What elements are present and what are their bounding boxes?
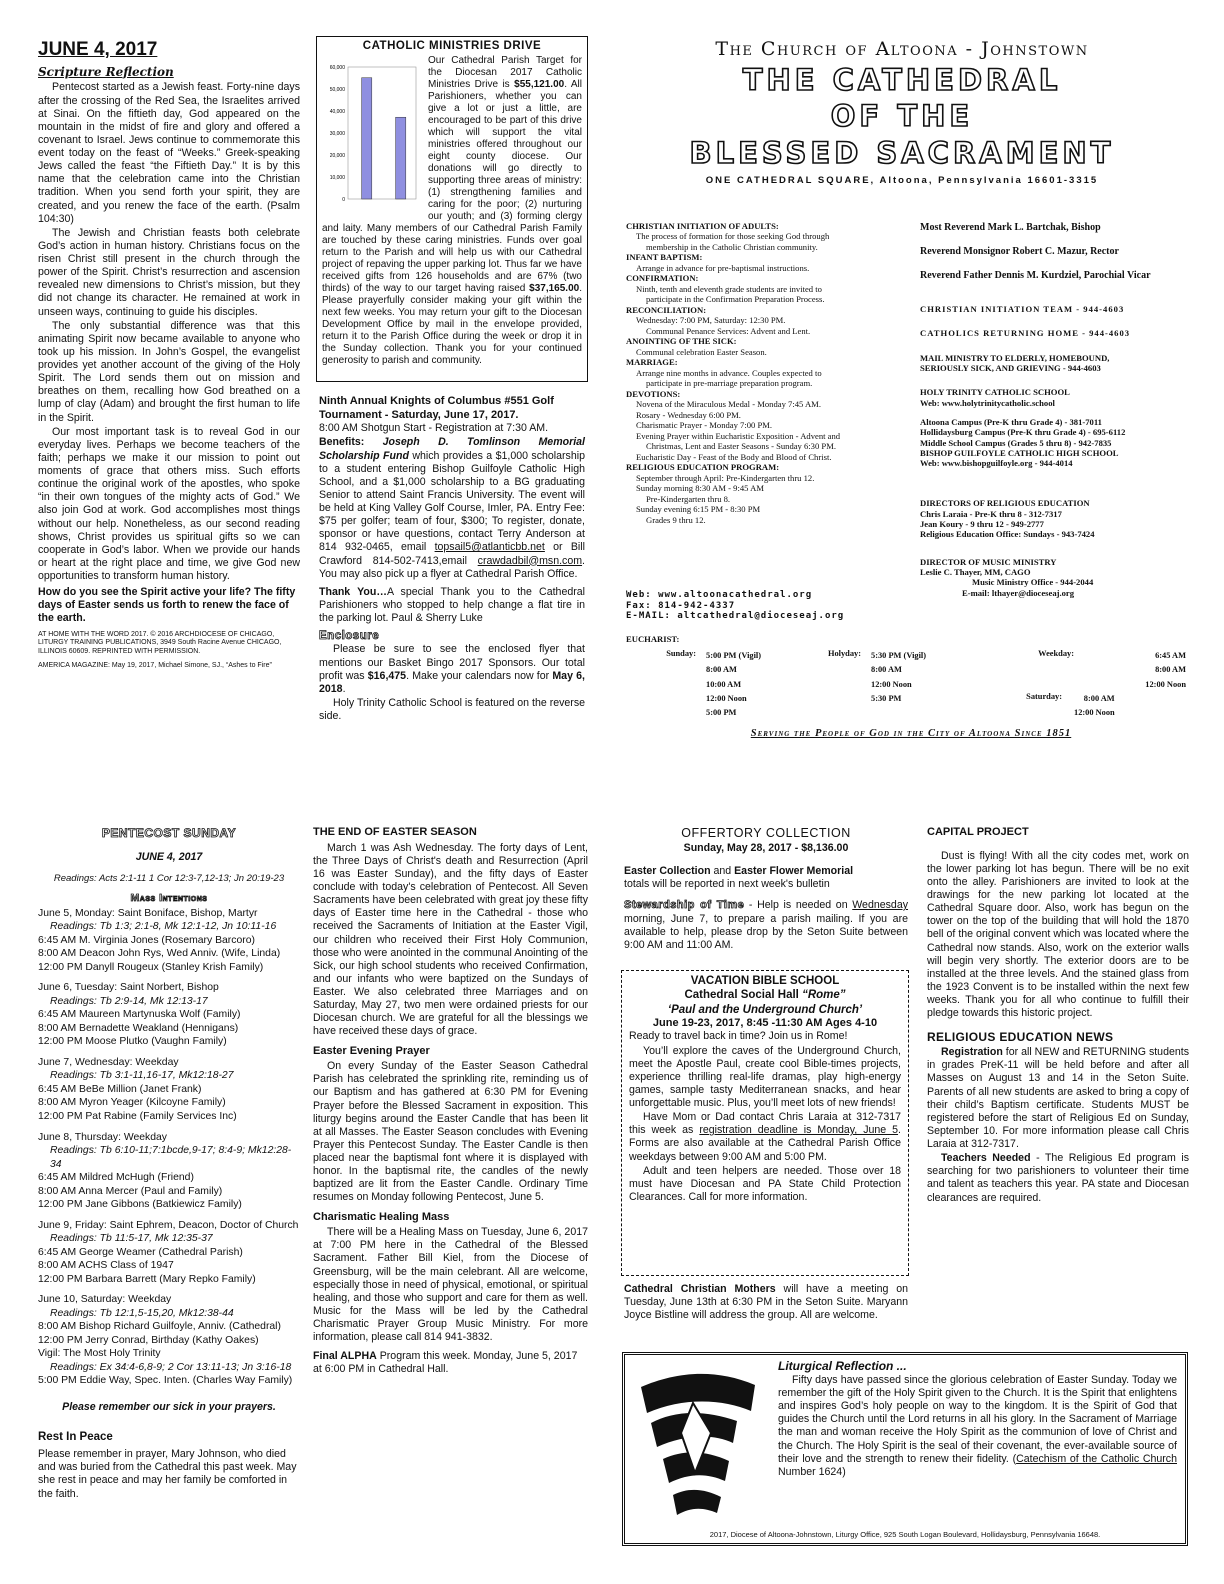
ministries-raised: $37,165.00 (529, 283, 580, 295)
mass-intention: 6:45 AM BeBe Million (Janet Frank) (38, 1083, 202, 1095)
capital-text: Dust is flying! With all the city codes met, work on the lower parking lot has begun. There will be no exit onto the alley. Parishioners are invited to look at the drawings for the new parking lot located at the Cathedral Square door. Also, work has begun on the tower on the top of the building that will hold the 1870 bell of the original convent which was located where the Cathedral now stands. Also, work on the exterior walls will begin very shortly. The exterior doors are to be installed at the three levels. And the stained glass from the 1923 Convent is to be installed within the next few weeks. Thank you for all who continue to fulfill their pledge towards this historic project. (927, 849, 1189, 1020)
sacrament-detail: membership in the Catholic Christian community. (646, 241, 818, 252)
liturgical-text: Fifty days have passed since the glorious celebration of Easter Sunday. Today we remember the gift of the Holy Spirit given to the Church. It is the Spirit that enlightens and inspires God’s holy people on way to the kingdom. It is the Spirit of God that guides the Church until the Lord returns in all his glory. In the Sacrament of Marriage the man and woman receive the Holy Spirit as the communion of love of Christ and the Church. The Holy Spirit is the seal of their covenant, the ever-available source of their love and the strength to renew their fidelity. (Catechism of the Catholic Church Number 1624) (778, 1373, 1177, 1478)
mass-day (38, 1293, 300, 1388)
mass-times-table (626, 648, 1186, 722)
mass-intention: 6:45 AM George Weamer (Cathedral Parish) (38, 1246, 243, 1258)
chart-bar (396, 117, 406, 199)
mothers-text: Cathedral Christian Mothers will have a meeting on Tuesday, June 13th at 6:30 PM in the Seton Suite. Maryann Joyce Bistline will address the group. All are welcome. (624, 1283, 908, 1322)
saturday-block (1004, 692, 1186, 721)
mass-day-readings: Readings: Tb 11:5-17, Mk 12:35-37 (50, 1233, 213, 1245)
sunday-time: 12:00 Noon (706, 693, 747, 703)
holyday-time: 5:30 PM (871, 693, 902, 703)
mothers-block (624, 1283, 908, 1323)
sacrament-heading: RELIGIOUS EDUCATION PROGRAM: (626, 462, 780, 473)
weekday-label: Weekday: (1038, 648, 1074, 658)
sacraments-list (626, 221, 916, 525)
ministries-title: CATHOLIC MINISTRIES DRIVE (362, 40, 542, 52)
initiation-team: CHRISTIAN INITIATION TEAM - 944-4603 (920, 304, 1125, 314)
evening-prayer-title: Easter Evening Prayer (313, 1044, 430, 1057)
reflection-credit-1: AT HOME WITH THE WORD 2017. © 2016 ARCHDIOCESE OF CHICAGO, LITURGY TRAINING PUBLICATIONS, 3949 South Racine Avenue CHICAGO, ILLINOIS 60609. REPRINTED WITH PERMISSION. (38, 630, 282, 656)
vbs-dates: June 19-23, 2017, 8:45 -11:30 AM Ages 4-10 (652, 1016, 878, 1029)
sacrament-detail: Christmas, Lent and Easter Seasons - Sunday 6:30 PM. (646, 441, 836, 452)
holy-trinity-school: HOLY TRINITY CATHOLIC SCHOOL (920, 387, 1070, 398)
teachers-text: Teachers Needed - The Religious Ed program is searching for two parishioners to volunteer their time and talent as teachers this year. PA state and Diocesan clearances are required. (927, 1152, 1189, 1204)
mass-day-title: June 9, Friday: Saint Ephrem, Deacon, Doctor of Church (38, 1219, 299, 1231)
knights-email-2[interactable]: crawdadbil@msn.com (477, 554, 583, 567)
sacrament-detail: Arrange in advance for pre-baptismal instructions. (636, 262, 810, 273)
mass-intention: 12:00 PM Jane Gibbons (Batkiewicz Family) (38, 1199, 242, 1211)
eucharist-label: EUCHARIST: (626, 634, 680, 644)
mass-intention: 8:00 AM Bishop Richard Guilfoyle, Anniv. (Cathedral) (38, 1321, 281, 1333)
easter-p1: March 1 was Ash Wednesday. The forty days of Lent, the Three Days of Christ's death and Resurrection (April 16 was Easter Sunday), and the fifty days of Easter conclude with today's celebration of Pentecost. All Seven Sacraments have been celebrated with great joy these fifty days of Easter time here in the Cathedral - those who received the Sacraments of Initiation at the Easter Vigil, our children who received their First Holy Communion, those who were anointed in the communal Anointing of the Sick, our high school students who received Confirmation, and our infants who were baptized on the Sundays of Easter. We also celebrated three Marriages and on Saturday, May 27, two men were ordained priests for our Diocesan church. We are grateful for all the blessings we have received these days of grace. (313, 841, 589, 1038)
holyday-time: 12:00 Noon (871, 679, 912, 689)
fax-number: Fax: 814-942-4337 (626, 600, 736, 611)
reflection-p1: Pentecost started as a Jewish feast. Forty-nine days after the crossing of the Red Sea, the Israelites arrived at Sinai. On the fiftieth day, God appeared on the mountain in the midst of fire and glory and offered a covenant to Israel. Jews continue to commemorate this event today on the feast of “Weeks.” Greek-speaking Jews called the feast “the Fiftieth Day.” It is by this name that the celebration came into the Christian tradition. When you send forth your spirit, they are created, and you renew the face of the earth. (Psalm 104:30) (38, 81, 300, 225)
mass-intention: 12:00 PM Danyll Rougeux (Stanley Krish Family) (38, 961, 264, 973)
alpha-text: Final ALPHA Program this week. Monday, June 5, 2017 at 6:00 PM in Cathedral Hall. (313, 1350, 578, 1376)
mass-day (38, 981, 300, 1049)
mass-intention: 12:00 PM Barbara Barrett (Mary Repko Family) (38, 1273, 256, 1285)
masthead-line-1: The Church of Altoona - Johnstown (715, 38, 1089, 60)
vbs-p3: Have Mom or Dad contact Chris Laraia at 312-7317 this week as registration deadline is Monday, June 5. Forms are also available at the Cathedral Parish Office weekdays between 9:00 AM and 5:00 PM. (629, 1111, 901, 1163)
y-tick-label: 30,000 (329, 131, 345, 138)
liturgical-title: Liturgical Reflection ... (778, 1359, 907, 1373)
ht-campus-1: Altoona Campus (Pre-K thru Grade 4) - 381-7011 (920, 416, 1102, 427)
saturday-time: 8:00 AM (1083, 693, 1115, 703)
masthead (612, 38, 1192, 187)
bishop-guilfoyle: BISHOP GUILFOYLE CATHOLIC HIGH SCHOOL (920, 447, 1119, 458)
reflection-p3: The only substantial difference was that this animating Spirit now became available to anyone who took up his mission. In John’s Gospel, the evangelist provides yet another account of the giving of the Holy Spirit. The Lord sends them out on mission and breathes on them, recalling how God breathed on a lump of clay (Adam) and brought the first human to life in the Spirit. (38, 319, 300, 424)
ministries-target: $55,121.00 (514, 79, 565, 91)
reflection-p4: Our most important task is to reveal God in our everyday lives. Perhaps we become teachers of the faith; perhaps we make it our mission to point out moments of grace that others miss. Such efforts continue the original work of the apostles, who spoke “in their own tongues of the mighty acts of God.” We also join God at work. God accomplishes most things without our help. Nonetheless, as our second reading shows, Christ provides us spiritual gifts so we can cooperate in God’s labor. When we provide our hands or heart at the right place and time, we give God new opportunities to transform human history. (38, 425, 300, 583)
vbs-subtitle: ‘Paul and the Underground Church’ (667, 1003, 863, 1016)
dre-1: Chris Laraia - Pre-K thru 8 - 312-7317 (920, 508, 1062, 519)
enclosure-text: Please be sure to see the enclosed flyer that mentions our Basket Bingo 2017 Sponsors. Our total profit was $16,475. Make your calendars now for May 6, 2018. (319, 643, 585, 695)
eucharist-schedule (626, 634, 1196, 740)
pentecost-title: PENTECOST SUNDAY (101, 826, 237, 840)
y-tick-label: 0 (342, 197, 345, 204)
sunday-time: 5:00 PM (Vigil) (706, 650, 762, 660)
weekday-time: 12:00 Noon (1145, 679, 1186, 689)
sacrament-detail: Novena of the Miraculous Medal - Monday 7:45 AM. (636, 399, 821, 410)
ht-campus-3: Middle School Campus (Grades 5 thru 8) - 942-7835 (920, 437, 1112, 448)
mail-ministry-2: SERIOUSLY SICK, AND GRIEVING - 944-4603 (920, 362, 1101, 373)
saturday-label: Saturday: (1026, 691, 1062, 701)
web-link[interactable]: Web: www.altoonacathedral.org (626, 590, 813, 600)
rest-in-peace-text: Please remember in prayer, Mary Johnson, who died and was buried from the Cathedral this past week. May she rest in peace and may her family be comforted in the faith. (38, 1448, 297, 1500)
mass-day-readings: Readings: Tb 3:1-11,16-17, Mk12:18-27 (50, 1070, 234, 1082)
sacrament-detail: Pre-Kindergarten thru 8. (646, 493, 731, 504)
vbs-p2: You’ll explore the caves of the Underground Church, meet the Apostle Paul, create cool Bible-times projects, experience thrilling real-life dramas, play high-energy games, sample tasty Mediterranean snacks, and hear unforgettable music. Plus, you’ll meet lots of new friends! (629, 1044, 901, 1109)
offertory-title: OFFERTORY COLLECTION (681, 826, 851, 840)
knights-email-1[interactable]: topsail5@atlanticbb.net (434, 541, 545, 554)
mass-day-readings: Readings: Tb 1:3; 2:1-8, Mk 12:1-12, Jn 10:11-16 (50, 921, 277, 933)
mass-day-title: June 5, Monday: Saint Boniface, Bishop, Martyr (38, 907, 258, 919)
masthead-line-4: BLESSED SACRAMENT (689, 135, 1115, 170)
sacrament-detail: Sunday morning 8:30 AM - 9:45 AM (636, 483, 764, 494)
scripture-column (38, 38, 300, 671)
sacrament-detail: Evening Prayer within Eucharistic Exposition - Advent and (636, 430, 841, 441)
healing-mass-title: Charismatic Healing Mass (313, 1210, 450, 1223)
holyday-time: 5:30 PM (Vigil) (871, 650, 927, 660)
sacrament-detail: Communal Penance Services: Advent and Lent. (646, 325, 811, 336)
mass-intention: 8:00 AM Myron Yeager (Kilcoyne Family) (38, 1097, 226, 1109)
mass-day-title: June 6, Tuesday: Saint Norbert, Bishop (38, 982, 219, 994)
sacrament-heading: INFANT BAPTISM: (626, 252, 703, 263)
easter-p2: On every Sunday of the Easter Season Cathedral Parish has celebrated the sprinkling rite, reminding us of our Baptism and has gathered at 6:30 PM for Evening Prayer before the Blessed Sacrament in exposition. This liturgy begins around the Easter Candle that has been lit at all Masses. The Easter Season concludes with Evening Prayer this Pentecost Sunday. The Easter Candle is then placed near the baptismal font where it is displayed with honor. In the baptismal rite, the candles of the newly baptized are lit from the Easter Candle. Ordinary Time resumes on Monday following Pentecost, June 5. (313, 1060, 588, 1204)
mass-intention: Vigil: The Most Holy Trinity (38, 1348, 161, 1360)
reflection-p2: The Jewish and Christian feasts both celebrate God’s action in human history. Christians focus on the risen Christ still present in the church through the power of the Spirit. Christ’s resurrection and ascension revealed new dimensions to Christ’s mission, but they did not change its character. He remained at work in unseen ways, continuing to guide his disciples. (38, 226, 300, 318)
mail-ministry-1: MAIL MINISTRY TO ELDERLY, HOMEBOUND, (920, 352, 1110, 363)
sacrament-detail: Grades 9 thru 12. (646, 514, 706, 525)
clergy-rector: Reverend Monsignor Robert C. Mazur, Rector (920, 246, 1119, 257)
vbs-title: VACATION BIBLE SCHOOL (690, 975, 840, 987)
email-link[interactable]: E-MAIL: altcathedral@dioceseaj.org (626, 611, 845, 622)
sacrament-detail: participate in pre-marriage preparation program. (646, 378, 813, 389)
ht-campus-2: Hollidaysburg Campus (Pre-K thru Grade 4) - 695-6112 (920, 427, 1126, 438)
dre-2: Jean Koury - 9 thru 12 - 949-2777 (920, 519, 1044, 530)
holy-trinity-web[interactable]: Web: www.holytrinitycatholic.school (920, 397, 1055, 408)
saturday-time: 12:00 Noon (1074, 708, 1115, 718)
sacrament-detail: Communal celebration Easter Season. (636, 346, 767, 357)
sacrament-heading: MARRIAGE: (626, 357, 678, 368)
knights-title: Ninth Annual Knights of Columbus #551 Golf Tournament - Saturday, June 17, 2017. (319, 395, 554, 421)
announcements-column (319, 395, 585, 724)
y-tick-label: 60,000 (329, 65, 345, 72)
ministries-text: Our Cathedral Parish Target for the Diocesan 2017 Catholic Ministries Drive is $55,121.00. All Parishioners, whether you can give a lot or just a little, are encouraged to be part of this drive which will support the vital ministries offered throughout our eight county diocese. Our donations will go directly to supporting three areas of ministry: (1) strengthening families and caring for the poor; (2) nurturing our youth; and (3) forming clergy and laity. Many members of our Cathedral Parish Family are touched by these caring ministries. Funds over goal return to the Parish and will help us with our Cathedral project of repaving the upper parking lot. Thus far we have received gifts from 126 households and are 67% (two thirds) of the way to our target having raised $37,165.00. Please prayerfully consider making your gift within the next few weeks. You may return your gift to the Diocesan Development Office by mail in the envelope provided, return it to the Parish Office during the week or drop it in the Sunday collection. Thank you for your continued generosity to parish and community. (322, 55, 582, 367)
offertory-line: Sunday, May 28, 2017 - $8,136.00 (683, 841, 849, 854)
mass-intentions-column (38, 826, 300, 1502)
mass-day-title: June 10, Saturday: Weekday (38, 1294, 172, 1306)
mass-intention: 8:00 AM Bernadette Weakland (Hennigans) (38, 1022, 239, 1034)
mass-day (38, 1131, 300, 1212)
thank-you: Thank You…A special Thank you to the Cathedral Parishioners who stopped to help change a flat tire in the parking lot. Paul & Sherry Luke (319, 585, 585, 624)
dove-illustration (633, 1363, 763, 1523)
knights-line: 8:00 AM Shotgun Start - Registration at 7:30 AM. (319, 422, 549, 435)
mass-intention: 5:00 PM Eddie Way, Spec. Inten. (Charles Way Family) (38, 1375, 293, 1387)
y-tick-label: 20,000 (329, 153, 345, 160)
clergy-vicar: Reverend Father Dennis M. Kurdziel, Parochial Vicar (920, 270, 1151, 281)
offertory-column (624, 826, 908, 953)
mass-intention: 6:45 AM M. Virginia Jones (Rosemary Barcoro) (38, 934, 255, 946)
sacrament-heading: RECONCILIATION: (626, 304, 707, 315)
easter-p3: There will be a Healing Mass on Tuesday, June 6, 2017 at 7:00 PM here in the Cathedral of the Blessed Sacrament. Father Bill Kiel, from the Diocese of Greensburg, will be the main celebrant. All are welcome, especially those in need of physical, emotional, or spiritual healing, and those who support and care for them as well. Music for the Mass will be led by the Cathedral Charismatic Prayer Group Music Ministry. For more information, please call 814 941-3832. (313, 1226, 588, 1344)
mass-day-readings: Readings: Tb 12:1,5-15,20, Mk12:38-44 (50, 1307, 234, 1319)
sacrament-heading: DEVOTIONS: (626, 388, 681, 399)
easter-title: THE END OF EASTER SEASON (313, 826, 477, 838)
easter-column (313, 826, 588, 1378)
y-tick-label: 40,000 (329, 109, 345, 116)
liturgical-box (622, 1352, 1188, 1546)
mass-intention: 12:00 PM Jerry Conrad, Birthday (Kathy Oakes) (38, 1334, 259, 1346)
pentecost-readings: Readings: Acts 2:1-11 1 Cor 12:3-7,12-13; Jn 20:19-23 (53, 873, 285, 884)
capital-column (927, 826, 1189, 1206)
dmm-heading: DIRECTOR OF MUSIC MINISTRY (920, 556, 1057, 567)
vbs-hall: Cathedral Social Hall “Rome” (684, 989, 846, 1002)
clergy-bishop: Most Reverend Mark L. Bartchak, Bishop (920, 222, 1101, 233)
sunday-time: 8:00 AM (706, 665, 737, 675)
bishop-guilfoyle-web[interactable]: Web: www.bishopguilfoyle.org - 944-4014 (920, 458, 1073, 469)
mass-intention: 6:45 AM Maureen Martynuska Wolf (Family) (38, 1009, 241, 1021)
sacrament-heading: ANOINTING OF THE SICK: (626, 336, 737, 347)
y-tick-label: 50,000 (329, 87, 345, 94)
page-date: JUNE 4, 2017 (38, 39, 158, 60)
mass-day-readings: Readings: Tb 2:9-14, Mk 12:13-17 (50, 995, 208, 1007)
weekday-time: 6:45 AM (1155, 650, 1186, 660)
sacrament-detail: participate in the Confirmation Preparation Process. (646, 294, 825, 305)
liturgical-credit: 2017, Diocese of Altoona-Johnstown, Liturgy Office, 925 South Logan Boulevard, Hollidaysburg, Pennsylvania 16648. (709, 1529, 1101, 1539)
sacrament-detail: Wednesday: 7:00 PM, Saturday: 12:30 PM. (636, 315, 786, 326)
mass-intention: 8:00 AM ACHS Class of 1947 (38, 1260, 174, 1272)
mass-intention: 8:00 AM Anna Mercer (Paul and Family) (38, 1185, 223, 1197)
vbs-box (621, 970, 909, 1276)
mass-intention: 6:45 AM Mildred McHugh (Friend) (38, 1172, 194, 1184)
sacrament-detail: Charismatic Prayer - Monday 7:00 PM. (636, 420, 773, 431)
sacrament-detail: Ninth, tenth and eleventh grade students are invited to (636, 283, 822, 294)
serving-tagline: Serving the People of God in the City of Altoona Since 1851 (750, 727, 1072, 739)
holyday-label: Holyday: (827, 648, 861, 658)
masthead-line-2: THE CATHEDRAL (742, 62, 1062, 97)
stewardship-text: Stewardship of Time - Help is needed on Wednesday morning, June 7, to prepare a parish mailing. If you are available to help, please drop by the Seton Suite between 9:00 AM and 11:00 AM. (624, 898, 909, 951)
sacrament-detail: Arrange nine months in advance. Couples expected to (636, 367, 822, 378)
mass-day-readings: Readings: Tb 6:10-11;7:1bcde,9-17; 8:4-9; Mk12:28-34 (50, 1145, 292, 1170)
pentecost-date: JUNE 4, 2017 (135, 850, 203, 863)
dmm-2: Music Ministry Office - 944-2044 (972, 577, 1094, 588)
sacrament-detail: Sunday evening 6:15 PM - 8:30 PM (636, 504, 761, 515)
weekday-time: 8:00 AM (1155, 665, 1186, 675)
holyday-times (871, 648, 981, 722)
mass-day (38, 1056, 300, 1124)
knights-body: Benefits: Joseph D. Tomlinson Memorial Scholarship Fund which provides a $1,000 scholarship to a student entering Bishop Guilfoyle Catholic High School, and a $1,000 scholarship to a BG graduating Senior to attend Saint Francis University. The event will be held at King Valley Golf Course, Imler, PA. Entry Fee: $75 per golfer; team of four, $300; To register, donate, sponsor or have questions, contact Terry Anderson at 814 932-0465, email topsail5@atlanticbb.net or Bill Crawford 814-502-7413,email crawdadbil@msn.com. You may also pick up a flyer at Cathedral Parish Office. (319, 436, 585, 580)
vbs-p4: Adult and teen helpers are needed. Those over 18 must have Diocesan and PA State Child Protection Clearances. Call for more information. (629, 1164, 901, 1203)
sunday-time: 10:00 AM (706, 679, 742, 689)
masthead-address: ONE CATHEDRAL SQUARE, Altoona, Pennsylvania 16601-3315 (705, 175, 1099, 187)
reflection-credit-2: AMERICA MAGAZINE: May 19, 2017, Michael Simone, SJ., “Ashes to Fire” (38, 661, 272, 669)
sacrament-detail: September through April: Pre-Kindergarten thru 12. (636, 472, 815, 483)
sacrament-detail: The process of formation for those seeking God through (636, 231, 830, 242)
reflection-question: How do you see the Spirit active your life? The fifty days of Easter sends us forth to renew the face of the earth. (38, 586, 296, 625)
rest-in-peace-title: Rest In Peace (38, 1430, 113, 1443)
sacrament-detail: Rosary - Wednesday 6:00 PM. (636, 409, 741, 420)
scripture-heading: Scripture Reflection (38, 64, 174, 79)
mass-intentions-list (38, 907, 300, 1388)
easter-collection-note: totals will be reported in next week's bulletin (624, 877, 830, 890)
mass-day (38, 907, 300, 975)
mass-intentions-title: Mass Intentions (130, 891, 208, 904)
holyday-time: 8:00 AM (871, 665, 902, 675)
sacrament-detail: Eucharistic Day - Feast of the Body and Blood of Christ. (636, 451, 832, 462)
enclosure-heading: Enclosure (319, 630, 380, 643)
mass-day (38, 1219, 300, 1287)
enclosure-p2: Holy Trinity Catholic School is featured on the reverse side. (319, 696, 586, 722)
mass-intention: 8:00 AM Deacon John Rys, Wed Anniv. (Wife, Linda) (38, 948, 281, 960)
easter-collection: Easter Collection and Easter Flower Memorial (624, 864, 854, 877)
vbs-p1: Ready to travel back in time? Join us in Rome! (629, 1030, 848, 1043)
religious-ed-title: RELIGIOUS EDUCATION NEWS (927, 1030, 1114, 1045)
returning-home: CATHOLICS RETURNING HOME - 944-4603 (920, 328, 1131, 339)
sunday-label: Sunday: (666, 648, 696, 658)
dove-icon (633, 1363, 763, 1523)
dre-3: Religious Education Office: Sundays - 943-7424 (920, 529, 1095, 540)
registration-text: Registration for all NEW and RETURNING students in grades PreK-11 will be held before and after all Masses on August 13 and 14 in the Seton Suite. Parents of all new students are asked to bring a copy of their child’s Baptism certificate. Students MUST be registered before the start of Religious Ed on Sunday, September 10. For more information please call Chris Laraia at 312-7317. (927, 1046, 1189, 1150)
mass-day-title: June 8, Thursday: Weekday (38, 1131, 167, 1143)
dmm-3: E-mail: lthayer@dioceseaj.org (962, 587, 1075, 598)
sacrament-heading: CHRISTIAN INITIATION OF ADULTS: (626, 221, 779, 231)
y-tick-label: 10,000 (329, 175, 345, 182)
dre-heading: DIRECTORS OF RELIGIOUS EDUCATION (920, 498, 1090, 509)
ministries-drive-box (316, 36, 588, 382)
mass-intention: 12:00 PM Pat Rabine (Family Services Inc) (38, 1111, 237, 1122)
mass-day-title: June 7, Wednesday: Weekday (38, 1056, 179, 1068)
capital-title: CAPITAL PROJECT (927, 826, 1029, 838)
sacrament-heading: CONFIRMATION: (626, 273, 699, 284)
sunday-time: 5:00 PM (706, 708, 737, 718)
dmm-1: Leslie C. Thayer, MM, CAGO (920, 567, 1031, 577)
staff-directory (920, 222, 1195, 598)
sunday-times (706, 648, 811, 722)
sick-reminder: Please remember our sick in your prayers. (62, 1400, 276, 1413)
drive-bar-chart (318, 57, 422, 215)
mass-intention: 12:00 PM Moose Plutko (Vaughn Family) (38, 1036, 227, 1048)
chart-bar (362, 78, 372, 199)
masthead-line-3: OF THE (830, 99, 974, 134)
mass-day-readings: Readings: Ex 34:4-6,8-9; 2 Cor 13:11-13; Jn 3:16-18 (50, 1361, 292, 1373)
contact-block (626, 590, 916, 622)
